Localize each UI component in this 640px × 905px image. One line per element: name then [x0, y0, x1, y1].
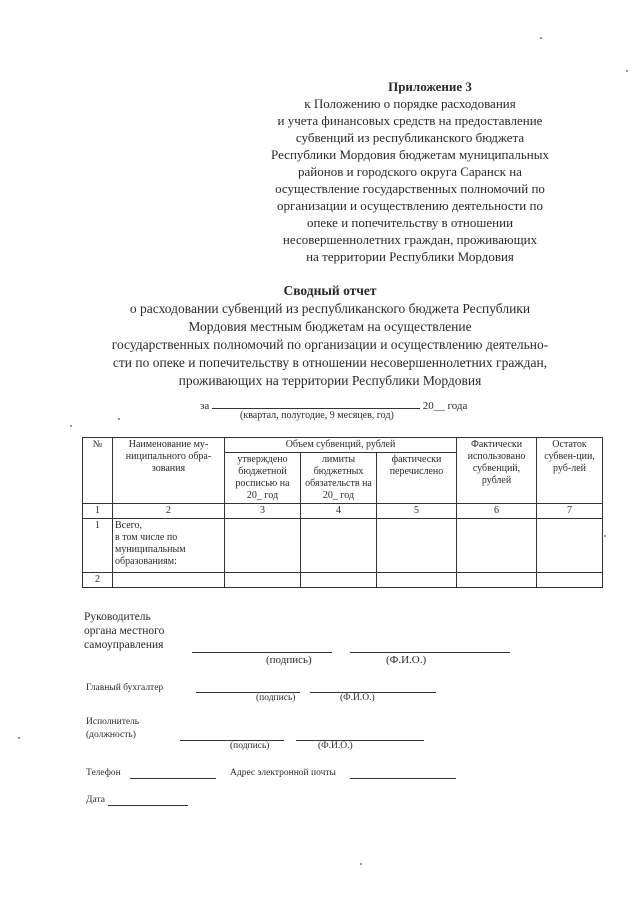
column-numbers-row — [83, 504, 603, 519]
column-number: 2 — [113, 504, 225, 519]
report-title-block — [40, 282, 620, 390]
annex-line: районов и городского округа Саранск на — [298, 164, 522, 179]
annex-block — [180, 78, 640, 265]
header-num: № — [83, 438, 113, 504]
cell-approved[interactable] — [225, 573, 301, 588]
cell-approved[interactable] — [225, 519, 301, 573]
head-fio-field[interactable] — [350, 640, 510, 653]
head-label: Руководитель органа местного самоуправления — [84, 611, 165, 651]
email-field[interactable] — [350, 766, 456, 779]
row-name: Всего, в том числе по муниципальным образованиям: — [113, 519, 225, 573]
period-year: 20__ года — [422, 400, 468, 412]
table-row — [83, 519, 603, 573]
column-number: 1 — [83, 504, 113, 519]
cell-used[interactable] — [457, 573, 537, 588]
cell-transferred[interactable] — [377, 519, 457, 573]
annex-line: к Положению о порядке расходования — [304, 96, 516, 111]
column-number: 5 — [377, 504, 457, 519]
cell-limits[interactable] — [301, 519, 377, 573]
head-signature-caption: (подпись) — [266, 654, 312, 666]
header-volume: Объем субвенций, рублей — [225, 438, 457, 453]
column-number: 7 — [537, 504, 603, 519]
header-approved: утверждено бюджетной росписью на 20_ год — [225, 453, 301, 504]
scan-speck — [70, 425, 72, 427]
row-name[interactable] — [113, 573, 225, 588]
report-subtitle-line: государственных полномочий по организации и осуществлению деятельно- — [111, 337, 549, 352]
accountant-signature-caption: (подпись) — [256, 693, 296, 703]
scan-speck — [626, 70, 628, 72]
annex-line: осуществление государственных полномочий по — [275, 181, 545, 196]
annex-line: субвенций из республиканского бюджета — [295, 130, 525, 145]
scan-speck — [604, 535, 606, 537]
row-num: 2 — [83, 573, 113, 588]
date-field[interactable] — [108, 793, 188, 806]
header-limits: лимиты бюджетных обязательств на 20_ год — [301, 453, 377, 504]
report-title: Сводный отчет — [283, 283, 377, 298]
table-row — [83, 573, 603, 588]
annex-line: на территории Республики Мордовия — [306, 249, 514, 264]
annex-line: несовершеннолетних граждан, проживающих — [282, 232, 538, 247]
period-prefix: за — [200, 400, 210, 412]
cell-limits[interactable] — [301, 573, 377, 588]
scan-speck — [540, 37, 542, 39]
cell-transferred[interactable] — [377, 573, 457, 588]
email-label: Адрес электронной почты — [230, 768, 336, 778]
head-signature-field[interactable] — [192, 640, 332, 653]
column-number: 3 — [225, 504, 301, 519]
report-subtitle-line: Мордовия местным бюджетам на осуществление — [188, 319, 472, 334]
header-municipality: Наименование му-ниципального обра-зования — [113, 438, 225, 504]
scan-speck — [18, 737, 20, 739]
scan-speck — [360, 863, 362, 865]
report-table — [82, 437, 603, 588]
header-used: Фактически использовано субвенций, рублей — [457, 438, 537, 504]
annex-line: и учета финансовых средств на предоставление — [277, 113, 543, 128]
annex-line: опеке и попечительству в отношении — [306, 215, 514, 230]
executor-signature-caption: (подпись) — [230, 741, 270, 751]
cell-used[interactable] — [457, 519, 537, 573]
column-number: 6 — [457, 504, 537, 519]
period-field[interactable] — [212, 396, 420, 409]
executor-label: Исполнитель (должность) — [86, 717, 140, 740]
annex-line: Республики Мордовия бюджетам муниципальных — [271, 147, 549, 162]
date-label: Дата — [86, 795, 105, 805]
executor-fio-field[interactable] — [296, 728, 424, 741]
header-transferred: фактически перечислено — [377, 453, 457, 504]
header-balance: Остаток субвен-ции, руб-лей — [537, 438, 603, 504]
annex-title: Приложение 3 — [388, 79, 472, 94]
head-fio-caption: (Ф.И.О.) — [386, 654, 427, 666]
column-number: 4 — [301, 504, 377, 519]
scan-speck — [118, 418, 120, 420]
cell-balance[interactable] — [537, 519, 603, 573]
report-subtitle-line: сти по опеке и попечительству в отношении несовершеннолетних граждан, — [112, 355, 548, 370]
accountant-label: Главный бухгалтер — [86, 683, 164, 693]
annex-line: организации и осуществлению деятельности по — [277, 198, 543, 213]
accountant-fio-caption: (Ф.И.О.) — [340, 693, 375, 703]
cell-balance[interactable] — [537, 573, 603, 588]
phone-field[interactable] — [130, 766, 216, 779]
period-note: (квартал, полугодие, 9 месяцев, год) — [240, 410, 394, 421]
executor-fio-caption: (Ф.И.О.) — [318, 741, 353, 751]
row-num: 1 — [83, 519, 113, 573]
report-subtitle-line: о расходовании субвенций из республиканского бюджета Республики — [129, 301, 531, 316]
report-subtitle-line: проживающих на территории Республики Мордовия — [178, 373, 482, 388]
phone-label: Телефон — [86, 768, 121, 778]
